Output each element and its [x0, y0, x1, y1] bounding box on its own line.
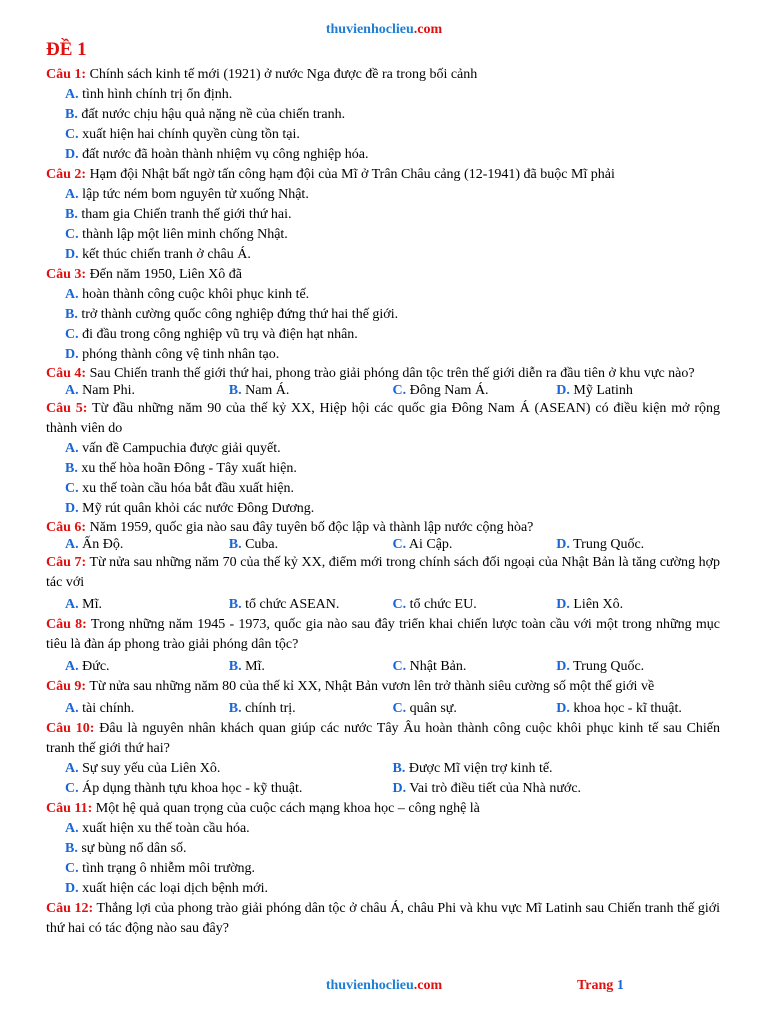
- option-letter: C.: [65, 227, 79, 242]
- option-letter: C.: [392, 383, 407, 398]
- option-letter: B.: [65, 107, 78, 122]
- page-footer: [0, 977, 768, 997]
- option-text: Được Mĩ viện trợ kinh tế.: [408, 761, 553, 776]
- option: [46, 439, 720, 459]
- site-name: thuvienhoclieu: [325, 22, 414, 37]
- option-text: tham gia Chiến tranh thế giới thứ hai.: [81, 207, 292, 222]
- option-letter: C.: [65, 327, 79, 342]
- option-letter: C.: [392, 537, 407, 552]
- option-text: sự bùng nổ dân số.: [81, 841, 187, 856]
- question-number: Câu 3:: [46, 267, 87, 282]
- option: [229, 595, 393, 615]
- option: [393, 382, 557, 399]
- option: [556, 536, 720, 553]
- question-number: Câu 9:: [46, 679, 87, 694]
- option-text: Nam Á.: [245, 383, 290, 398]
- option: [46, 245, 720, 265]
- option-text: tình hình chính trị ổn định.: [82, 87, 233, 102]
- option-text: trở thành cường quốc công nghiệp đứng thứ hai thế giới.: [81, 307, 399, 322]
- question: [46, 553, 720, 615]
- option-letter: A.: [65, 761, 79, 776]
- option-text: xuất hiện xu thế toàn cầu hóa.: [82, 821, 250, 836]
- option-letter: A.: [65, 383, 79, 398]
- option: [229, 382, 393, 399]
- option: [46, 839, 720, 859]
- option-letter: C.: [392, 701, 407, 716]
- option-row: [46, 779, 720, 799]
- footer-site-domain: .com: [413, 978, 443, 993]
- option: [65, 699, 229, 719]
- option: [46, 859, 720, 879]
- question-text: Đến năm 1950, Liên Xô đã: [89, 267, 242, 282]
- option-text: Liên Xô.: [573, 597, 624, 612]
- option: [393, 759, 721, 779]
- option: [46, 185, 720, 205]
- option-text: Vai trò điều tiết của Nhà nước.: [409, 781, 582, 796]
- question-text: Năm 1959, quốc gia nào sau đây tuyên bố độc lập và thành lập nước cộng hòa?: [89, 520, 534, 535]
- option-text: Ai Cập.: [408, 537, 453, 552]
- footer-site: [0, 977, 768, 995]
- question-text: Từ đầu những năm 90 của thế kỷ XX, Hiệp hội các quốc gia Đông Nam Á (ASEAN) có điều kiện mở rộng thành viên do: [46, 401, 720, 436]
- option-letter: C.: [392, 659, 407, 674]
- option-letter: D.: [556, 597, 570, 612]
- option-row: [46, 595, 720, 615]
- option-letter: D.: [556, 537, 570, 552]
- option-text: Mĩ.: [245, 659, 265, 674]
- option-text: tổ chức ASEAN.: [245, 597, 340, 612]
- option-text: đất nước chịu hậu quả nặng nề của chiến tranh.: [81, 107, 346, 122]
- option-text: Đức.: [82, 659, 110, 674]
- option: [46, 145, 720, 165]
- question: [46, 677, 720, 719]
- option: [65, 382, 229, 399]
- option-text: Ấn Độ.: [82, 537, 124, 552]
- option-letter: A.: [65, 187, 79, 202]
- option: [46, 325, 720, 345]
- question-text: Thắng lợi của phong trào giải phóng dân tộc ở châu Á, châu Phi và khu vực Mĩ Latinh sau Chiến tranh thế giới thứ hai có tác động nào sau đây?: [46, 901, 721, 936]
- question: [46, 399, 720, 519]
- question: [46, 265, 720, 365]
- question-number: Câu 1:: [46, 67, 87, 82]
- option-text: Nam Phi.: [82, 383, 136, 398]
- option-letter: D.: [556, 659, 570, 674]
- option: [46, 105, 720, 125]
- option-letter: A.: [65, 659, 79, 674]
- option-letter: C.: [392, 597, 407, 612]
- option: [65, 657, 229, 677]
- option-letter: D.: [392, 781, 407, 796]
- option-row: [46, 759, 720, 779]
- option-text: hoàn thành công cuộc khôi phục kinh tế.: [82, 287, 310, 302]
- option-letter: B.: [228, 537, 242, 552]
- option-text: xu thế hòa hoãn Đông - Tây xuất hiện.: [81, 461, 297, 476]
- question-text: Từ nửa sau những năm 70 của thế kỷ XX, điểm mới trong chính sách đối ngoại của Nhật Bản là tăng cường hợp tác với: [46, 555, 720, 590]
- option-letter: B.: [392, 761, 406, 776]
- option-text: Trung Quốc.: [573, 537, 645, 552]
- question-text: Sau Chiến tranh thế giới thứ hai, phong trào giải phóng dân tộc trên thế giới diễn ra đầu tiên ở khu vực nào?: [89, 366, 695, 381]
- option: [556, 382, 720, 399]
- option-text: Đông Nam Á.: [409, 383, 489, 398]
- option: [556, 699, 720, 719]
- option-row: [46, 536, 720, 553]
- option-letter: A.: [65, 537, 79, 552]
- option-text: thành lập một liên minh chống Nhật.: [82, 227, 288, 242]
- option-letter: C.: [65, 481, 79, 496]
- option-letter: B.: [228, 701, 242, 716]
- option: [46, 479, 720, 499]
- option-letter: B.: [228, 383, 242, 398]
- question: [46, 719, 720, 799]
- question: [46, 365, 720, 399]
- option-text: xuất hiện hai chính quyền cùng tồn tại.: [82, 127, 300, 142]
- option-letter: D.: [65, 147, 79, 162]
- option-text: tài chính.: [82, 701, 135, 716]
- option: [65, 595, 229, 615]
- option-text: đi đầu trong công nghiệp vũ trụ và điện hạt nhân.: [82, 327, 358, 342]
- option-text: Sự suy yếu của Liên Xô.: [82, 761, 221, 776]
- option: [229, 536, 393, 553]
- option: [393, 779, 721, 799]
- option-text: kết thúc chiến tranh ở châu Á.: [82, 247, 251, 262]
- option-letter: D.: [556, 383, 570, 398]
- option-text: xu thế toàn cầu hóa bắt đầu xuất hiện.: [82, 481, 294, 496]
- option-letter: B.: [65, 841, 78, 856]
- question-number: Câu 7:: [46, 555, 87, 570]
- option-text: Trung Quốc.: [573, 659, 645, 674]
- option-letter: C.: [65, 127, 79, 142]
- option: [65, 759, 393, 779]
- question-number: Câu 5:: [46, 401, 88, 416]
- question-number: Câu 12:: [46, 901, 94, 916]
- option-text: xuất hiện các loại dịch bệnh mới.: [82, 881, 268, 896]
- option-letter: B.: [65, 461, 78, 476]
- question-number: Câu 2:: [46, 167, 87, 182]
- question: [46, 65, 720, 165]
- question-number: Câu 8:: [46, 617, 87, 632]
- option: [46, 459, 720, 479]
- question: [46, 799, 720, 899]
- option-letter: D.: [65, 247, 79, 262]
- option-letter: D.: [65, 881, 79, 896]
- option-letter: A.: [65, 441, 79, 456]
- option: [393, 536, 557, 553]
- option: [393, 699, 557, 719]
- option-text: Cuba.: [245, 537, 279, 552]
- option-letter: D.: [556, 701, 570, 716]
- question-text: Một hệ quả quan trọng của cuộc cách mạng khoa học – công nghệ là: [95, 801, 480, 816]
- option: [46, 345, 720, 365]
- option-text: phóng thành công vệ tinh nhân tạo.: [82, 347, 280, 362]
- page-number: [577, 977, 624, 995]
- option: [65, 536, 229, 553]
- option: [46, 205, 720, 225]
- option-text: Áp dụng thành tựu khoa học - kỹ thuật.: [82, 781, 303, 796]
- option: [46, 225, 720, 245]
- question-number: Câu 10:: [46, 721, 95, 736]
- option-letter: C.: [65, 861, 79, 876]
- question-text: Hạm đội Nhật bất ngờ tấn công hạm đội của Mĩ ở Trân Châu cảng (12-1941) đã buộc Mĩ phải: [89, 167, 615, 182]
- question-number: Câu 6:: [46, 520, 87, 535]
- option-text: tình trạng ô nhiễm môi trường.: [82, 861, 255, 876]
- exam-content: [46, 38, 720, 939]
- page-number-value: 1: [616, 978, 624, 993]
- question-text: Đâu là nguyên nhân khách quan giúp các nước Tây Âu hoàn thành công cuộc khôi phục kinh tế sau Chiến tranh thế giới thứ hai?: [46, 721, 721, 756]
- option: [46, 85, 720, 105]
- option: [393, 595, 557, 615]
- question-number: Câu 11:: [46, 801, 93, 816]
- option: [46, 499, 720, 519]
- option-letter: A.: [65, 701, 79, 716]
- option-letter: B.: [65, 207, 78, 222]
- site-domain: .com: [413, 22, 443, 37]
- option-letter: A.: [65, 287, 79, 302]
- option-letter: C.: [65, 781, 79, 796]
- question-text: Chính sách kinh tế mới (1921) ở nước Nga được đề ra trong bối cảnh: [89, 67, 478, 82]
- footer-site-name: thuvienhoclieu: [325, 978, 414, 993]
- option-letter: B.: [228, 659, 242, 674]
- question: [46, 615, 720, 677]
- option: [46, 125, 720, 145]
- site-header: [0, 21, 768, 39]
- option-text: quân sự.: [409, 701, 457, 716]
- option-text: vấn đề Campuchia được giải quyết.: [82, 441, 281, 456]
- option: [556, 657, 720, 677]
- option: [229, 657, 393, 677]
- option-text: Mỹ Latinh: [573, 383, 633, 398]
- question-text: Từ nửa sau những năm 80 của thế kỉ XX, Nhật Bản vươn lên trở thành siêu cường số một thế giới về: [89, 679, 655, 694]
- option: [229, 699, 393, 719]
- option-text: đất nước đã hoàn thành nhiệm vụ công nghiệp hóa.: [82, 147, 369, 162]
- option-text: Mỹ rút quân khỏi các nước Đông Dương.: [82, 501, 315, 516]
- option-letter: A.: [65, 821, 79, 836]
- option-text: Mĩ.: [82, 597, 102, 612]
- option-letter: D.: [65, 347, 79, 362]
- option-row: [46, 699, 720, 719]
- option-letter: D.: [65, 501, 79, 516]
- option: [393, 657, 557, 677]
- option-letter: B.: [228, 597, 242, 612]
- option: [46, 305, 720, 325]
- option-letter: A.: [65, 597, 79, 612]
- option-text: lập tức ném bom nguyên tử xuống Nhật.: [82, 187, 309, 202]
- option-row: [46, 657, 720, 677]
- option-text: khoa học - kĩ thuật.: [573, 701, 682, 716]
- question: [46, 899, 720, 939]
- question-text: Trong những năm 1945 - 1973, quốc gia nào sau đây triển khai chiến lược toàn cầu với một trong những mục tiêu là đàn áp phong trào giải phóng dân tộc?: [46, 617, 721, 652]
- option-text: Nhật Bản.: [409, 659, 467, 674]
- question-number: Câu 4:: [46, 366, 87, 381]
- question: [46, 165, 720, 265]
- option: [46, 819, 720, 839]
- option-letter: A.: [65, 87, 79, 102]
- option: [46, 879, 720, 899]
- option-letter: B.: [65, 307, 78, 322]
- exam-title: ĐỀ 1: [46, 39, 87, 60]
- option: [65, 779, 393, 799]
- option-text: chính trị.: [245, 701, 296, 716]
- option-row: [46, 382, 720, 399]
- option-text: tổ chức EU.: [409, 597, 477, 612]
- question: [46, 519, 720, 553]
- option: [556, 595, 720, 615]
- option: [46, 285, 720, 305]
- page-label: Trang: [577, 978, 614, 993]
